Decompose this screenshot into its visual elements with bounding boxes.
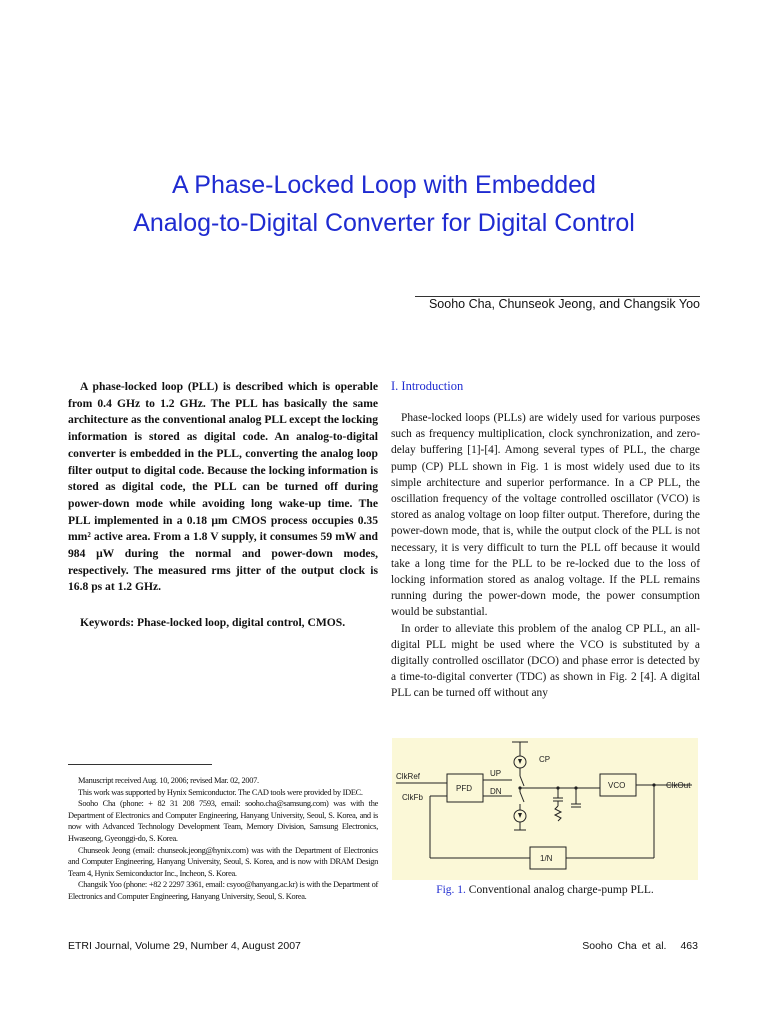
abstract <box>68 379 378 596</box>
dn-label: DN <box>490 787 502 796</box>
footer-journal: ETRI Journal, Volume 29, Number 4, August 2007 <box>68 940 301 952</box>
paper-title <box>0 166 768 242</box>
footnote-author-1: Sooho Cha (phone: + 82 31 208 7593, email: sooho.cha@samsung.com) was with the Department of Electronics and Computer Engineering, Hanyang University, Seoul, S. Korea, and is now with Advanced Technology Development Team, Memory Division, Samsung Electronics, Hwaseong, Gyeonggi-do, S. Korea. <box>68 799 378 843</box>
cp-switch-dn <box>520 792 524 802</box>
cp-junction <box>518 786 521 789</box>
footnote-support: This work was supported by Hynix Semiconductor. The CAD tools were provided by IDEC. <box>78 787 363 797</box>
figure-cp-pll-diagram <box>392 738 698 880</box>
footer-right <box>582 940 698 952</box>
vco-label: VCO <box>608 781 626 790</box>
title-line-1: A Phase-Locked Loop with Embedded <box>172 171 596 199</box>
paragraph-1: Phase-locked loops (PLLs) are widely used for various purposes such as frequency multiplication, clock synchronization, and zero-delay buffering [1]-[4]. Among several types of PLL, the charge pump (CP) PLL shown in Fig. 1 is most widely used due to its simple architecture and superior performance. In a CP PLL, the oscillation frequency of the voltage controlled oscillator (VCO) is stored as analog voltage on loop filter output. Therefore, during the power-down mode, that is, while the output clock of the PLL is not necessary, it is very difficult to turn the PLL off because it would take a long time for the PLL to be re-locked due to the loss of locking information stored as analog voltage. If the PLL remains running during the power-down mode, the power consumption would be substantial. <box>391 412 700 619</box>
author-list: Sooho Cha, Chunseok Jeong, and Changsik Yoo <box>428 297 700 311</box>
figure-caption-text: Conventional analog charge-pump PLL. <box>465 884 654 896</box>
clkout-label: ClkOut <box>666 781 691 790</box>
cp-arrow-dn <box>518 813 522 818</box>
up-label: UP <box>490 769 502 778</box>
lf-resistor <box>555 806 561 821</box>
footer-author: Sooho Cha et al. <box>582 940 667 952</box>
divider-label: 1/N <box>540 854 553 863</box>
footnotes <box>68 775 378 903</box>
keywords: Keywords: Phase-locked loop, digital control, CMOS. <box>80 616 346 629</box>
figure-number: Fig. 1. <box>436 884 466 896</box>
paragraph-2: In order to alleviate this problem of the analog CP PLL, an all-digital PLL might be used where the VCO is substituted by a digitally controlled oscillator (DCO) and phase error is detected by a time-to-digital converter (TDC) as shown in Fig. 2 [4]. A digital PLL can be turned off without any <box>391 622 700 700</box>
pll-block-diagram <box>392 738 698 880</box>
lf-junction-1 <box>556 786 559 789</box>
figure-caption <box>392 884 698 896</box>
footnote-rule <box>68 764 212 765</box>
footnote-author-2: Chunseok Jeong (email: chunseok.jeong@hynix.com) was with the Department of Electronics and Computer Engineering, Hanyang University, Seoul, S. Korea, and is now with DRAM Design Team 4, Hynix Semiconductor Inc., Incheon, S. Korea. <box>68 845 378 878</box>
cp-label: CP <box>539 755 551 764</box>
title-line-2: Analog-to-Digital Converter for Digital Control <box>133 209 635 237</box>
abstract-text: A phase-locked loop (PLL) is described which is operable from 0.4 GHz to 1.2 GHz. The PLL has basically the same architecture as the conventional analog PLL except the locking information is stored as digital code. An analog-to-digital converter is embedded in the PLL, converting the analog loop filter output to digital code. Because the locking information is stored as digital code, the PLL can be turned off during power-down mode while avoiding long wake-up time. The PLL implemented in a 0.18 μm CMOS process occupies 0.35 mm² active area. From a 1.8 V supply, it consumes 59 mW and 984 μW during the normal and power-down modes, respectively. The measured rms jitter of the output clock is 16.8 ps at 1.2 GHz. <box>68 380 379 594</box>
section-body <box>391 410 700 702</box>
out-junction <box>652 783 655 786</box>
footnote-author-3: Changsik Yoo (phone: +82 2 2297 3361, email: csyoo@hanyang.ac.kr) is with the Department of Electronics and Computer Engineering, Hanyang University, Seoul, S. Korea. <box>68 880 378 901</box>
lf-junction-2 <box>574 786 577 789</box>
clkfb-label: ClkFb <box>402 793 423 802</box>
clkref-label: ClkRef <box>396 772 421 781</box>
pfd-label: PFD <box>456 784 472 793</box>
section-heading: I. Introduction <box>391 379 464 393</box>
cp-switch-up <box>520 776 524 786</box>
page-number: 463 <box>680 940 698 952</box>
footnote-received: Manuscript received Aug. 10, 2006; revised Mar. 02, 2007. <box>78 776 259 785</box>
cp-arrow-up <box>518 759 522 764</box>
